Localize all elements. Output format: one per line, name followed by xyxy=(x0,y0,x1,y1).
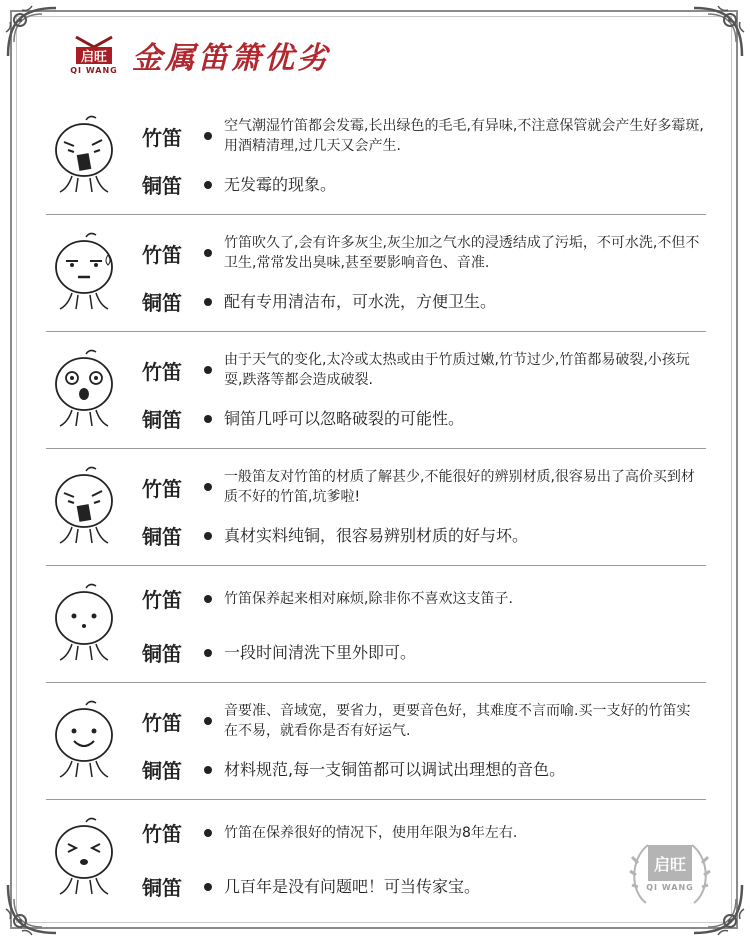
bamboo-label: 竹笛 xyxy=(142,476,182,501)
svg-text:启旺: 启旺 xyxy=(80,50,108,65)
copper-flute-line xyxy=(142,638,704,667)
copper-text: 配有专用清洁布，可水洗，方便卫生。 xyxy=(224,291,497,311)
copper-text: 材料规范,每一支铜笛都可以调试出理想的音色。 xyxy=(224,759,566,779)
bullet-dot-icon xyxy=(204,415,212,423)
copper-label: 铜笛 xyxy=(142,291,182,315)
bullet-dot-icon xyxy=(204,483,212,491)
watermark-subtext: QI WANG xyxy=(646,883,694,892)
copper-flute-line xyxy=(142,404,704,433)
copper-text: 铜笛几呼可以忽略破裂的可能性。 xyxy=(224,408,465,428)
bullet-dot-icon xyxy=(204,717,212,725)
copper-text: 几百年是没有问题吧！可当传家宝。 xyxy=(224,876,481,896)
copper-label: 铜笛 xyxy=(142,174,182,198)
bamboo-label: 竹笛 xyxy=(142,710,182,735)
sweat-face-icon xyxy=(50,231,122,315)
copper-label: 铜笛 xyxy=(142,759,182,783)
squint-face-icon xyxy=(50,816,122,900)
bamboo-flute-line xyxy=(142,818,704,847)
bamboo-label: 竹笛 xyxy=(142,822,182,846)
copper-flute-line xyxy=(142,170,704,199)
brand-logo xyxy=(66,32,122,78)
bamboo-text: 音要准、音域宽，要省力，更要音色好，其难度不言而喻.买一支好的竹笛实在不易，就看你是否有好运气. xyxy=(224,703,691,739)
comparison-row xyxy=(46,98,706,215)
bamboo-flute-line xyxy=(142,116,704,156)
brand-logo-icon xyxy=(72,35,116,65)
bamboo-text: 空气潮湿竹笛都会发霉,长出绿色的毛毛,有异味,不注意保管就会产生好多霉斑,用酒精清理,过几天又会产生. xyxy=(224,118,704,154)
bullet-dot-icon xyxy=(204,883,212,891)
angry-face-icon xyxy=(50,114,122,198)
bamboo-flute-line xyxy=(142,584,704,613)
copper-label: 铜笛 xyxy=(142,876,182,900)
smile-face-icon xyxy=(50,699,122,783)
bullet-dot-icon xyxy=(204,649,212,657)
bamboo-label: 竹笛 xyxy=(142,242,182,267)
copper-label: 铜笛 xyxy=(142,408,182,432)
copper-text: 无发霉的现象。 xyxy=(224,174,337,194)
comparison-row xyxy=(46,683,706,800)
bullet-dot-icon xyxy=(204,829,212,837)
bamboo-label: 竹笛 xyxy=(142,125,182,150)
watermark-text: 启旺 xyxy=(648,845,692,881)
bullet-dot-icon xyxy=(204,181,212,189)
comparison-row xyxy=(46,215,706,332)
comparison-row xyxy=(46,449,706,566)
bullet-dot-icon xyxy=(204,132,212,140)
bullet-dot-icon xyxy=(204,532,212,540)
copper-flute-line xyxy=(142,521,704,550)
laurel-wreath-icon xyxy=(624,837,716,911)
page-header xyxy=(66,30,330,80)
comparison-list xyxy=(46,98,706,916)
copper-flute-line xyxy=(142,872,704,901)
copper-text: 真材实料纯铜，很容易辨别材质的好与坏。 xyxy=(224,525,529,545)
angry-face-icon xyxy=(50,465,122,549)
bamboo-text: 由于天气的变化,太冷或太热或由于竹质过嫩,竹节过少,竹笛都易破裂,小孩玩耍,跌落等都会造成破裂. xyxy=(224,352,690,388)
shocked-face-icon xyxy=(50,348,122,432)
comparison-row xyxy=(46,800,706,916)
copper-text: 一段时间清洗下里外即可。 xyxy=(224,642,417,662)
bullet-dot-icon xyxy=(204,366,212,374)
bamboo-text: 竹笛在保养很好的情况下，使用年限为8年左右. xyxy=(224,824,518,841)
bamboo-flute-line xyxy=(142,233,704,273)
calm-face-icon xyxy=(50,582,122,666)
copper-label: 铜笛 xyxy=(142,525,182,549)
bamboo-flute-line xyxy=(142,350,704,390)
bullet-dot-icon xyxy=(204,766,212,774)
bullet-dot-icon xyxy=(204,249,212,257)
copper-label: 铜笛 xyxy=(142,642,182,666)
corner-ornament-icon xyxy=(2,2,62,62)
bamboo-flute-line xyxy=(142,701,704,741)
bamboo-text: 竹笛吹久了,会有许多灰尘,灰尘加之气水的浸透结成了污垢，不可水洗,不但不卫生,常常发出臭味,甚至要影响音色、音准. xyxy=(224,235,700,271)
brand-logo-subtext: QI WANG xyxy=(70,66,118,75)
bamboo-text: 一般笛友对竹笛的材质了解甚少,不能很好的辨别材质,很容易出了高价买到材质不好的竹笛,坑爹啦! xyxy=(224,469,695,505)
bamboo-text: 竹笛保养起来相对麻烦,除非你不喜欢这支笛子. xyxy=(224,590,513,607)
copper-flute-line xyxy=(142,287,704,316)
bullet-dot-icon xyxy=(204,298,212,306)
copper-flute-line xyxy=(142,755,704,784)
bamboo-label: 竹笛 xyxy=(142,359,182,384)
comparison-row xyxy=(46,566,706,683)
page-title: 金属笛箫优劣 xyxy=(132,41,330,76)
comparison-row xyxy=(46,332,706,449)
brand-watermark xyxy=(624,837,716,911)
bullet-dot-icon xyxy=(204,595,212,603)
bamboo-label: 竹笛 xyxy=(142,588,182,612)
bamboo-flute-line xyxy=(142,467,704,507)
corner-ornament-icon xyxy=(688,2,748,62)
